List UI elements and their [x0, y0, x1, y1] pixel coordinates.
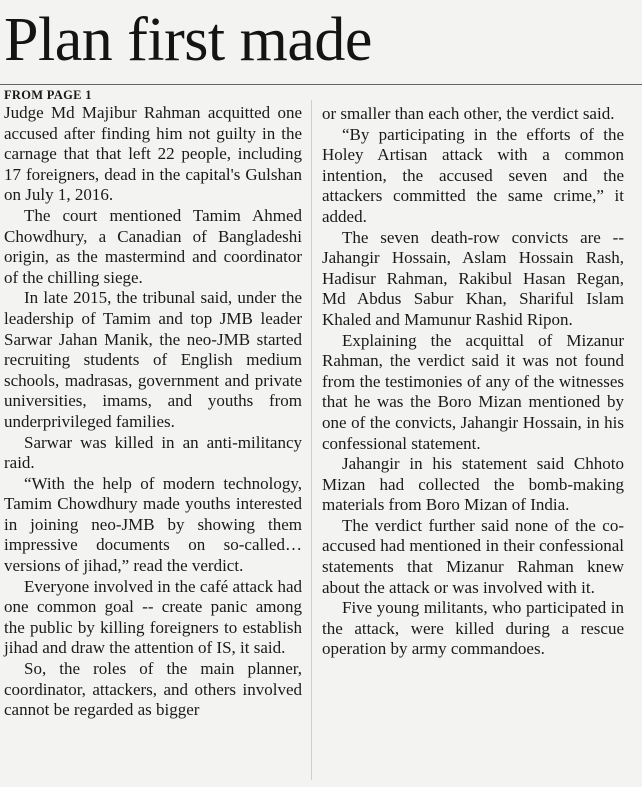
paragraph: In late 2015, the tribunal said, under the leadership of Tamim and top JMB leader Sarwar Jahan Manik, the neo-JMB started recruiting students of English medium schools, madrasas, government and private universities, imams, and youths from underprivileged families.: [4, 288, 302, 431]
paragraph: “By participating in the efforts of the Holey Artisan attack with a common intention, the accused seven and the attackers committed the same crime,” it added.: [322, 124, 624, 226]
paragraph: The verdict further said none of the co-accused had mentioned in their confessional statements that Mizanur Rahman knew about the attack or was involved with it.: [322, 515, 624, 597]
paragraph: Sarwar was killed in an anti-militancy raid.: [4, 432, 302, 473]
paragraph: Jahangir in his statement said Chhoto Mizan had collected the bomb-making materials from Boro Mizan of India.: [322, 454, 624, 515]
paragraph: The court mentioned Tamim Ahmed Chowdhury, a Canadian of Bangladeshi origin, as the mastermind and coordinator of the chilling siege.: [4, 205, 302, 287]
headline: Plan first made: [4, 6, 372, 74]
paragraph: Explaining the acquittal of Mizanur Rahman, the verdict said it was not found from the testimonies of any of the witnesses that he was the Boro Mizan mentioned by one of the convicts, Jahangir Hossain, in his confessional statement.: [322, 330, 624, 453]
paragraph: So, the roles of the main planner, coordinator, attackers, and others involved cannot be regarded as bigger: [4, 659, 302, 720]
paragraph: Judge Md Majibur Rahman acquitted one accused after finding him not guilty in the carnage that that left 22 people, including 17 foreigners, dead in the capital's Gulshan on July 1, 2016.: [4, 103, 302, 205]
column-divider: [311, 100, 312, 780]
kicker-from-page: FROM PAGE 1: [4, 88, 92, 102]
headline-rule: [0, 84, 642, 85]
left-column: [4, 103, 302, 721]
right-column: [322, 104, 624, 660]
paragraph: “With the help of modern technology, Tamim Chowdhury made youths interested in joining neo-JMB by showing them impressive documents on so-called… versions of jihad,” read the verdict.: [4, 473, 302, 576]
paragraph: or smaller than each other, the verdict said.: [322, 104, 615, 123]
paragraph: Everyone involved in the café attack had one common goal -- create panic among the public by killing foreigners to establish jihad and draw the attention of IS, it said.: [4, 576, 302, 658]
paragraph: The seven death-row convicts are -- Jahangir Hossain, Aslam Hossain Rash, Hadisur Rahman, Rakibul Hasan Regan, Md Abdus Sabur Khan, Shariful Islam Khaled and Mamunur Rashid Ripon.: [322, 227, 624, 329]
paragraph: Five young militants, who participated in the attack, were killed during a rescue operation by army commandoes.: [322, 598, 624, 659]
